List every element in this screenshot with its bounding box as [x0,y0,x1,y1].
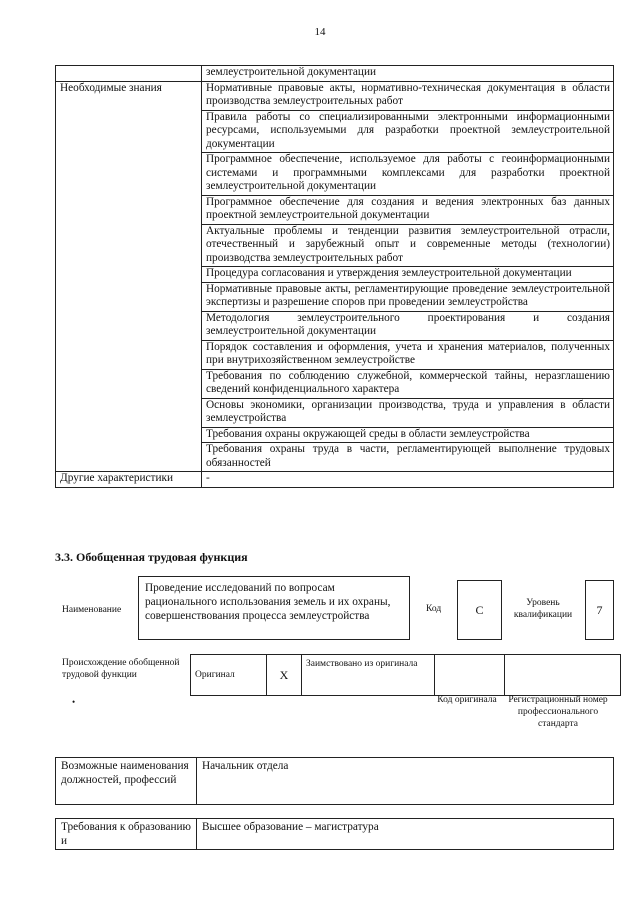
other-characteristics-label: Другие характеристики [56,472,202,488]
table-row [56,819,614,850]
table-row [191,655,621,696]
code-original-cell [435,655,505,696]
table-row [56,66,614,82]
positions-value: Начальник отдела [197,758,614,805]
knowledge-item: Нормативные правовые акты, регламентирующие проведение землеустроительной экспертизы и разрешение споров при проведении землеустройства [202,282,614,311]
knowledge-item: Методология землеустроительного проектирования и создания землеустроительной документации [202,311,614,340]
positions-label: Возможные наименования должностей, профессий [56,758,197,805]
original-mark: Х [267,655,302,696]
knowledge-item: Процедура согласования и утверждения землеустроительной документации [202,267,614,283]
knowledge-section-label: Необходимые знания [56,81,202,472]
knowledge-empty-cell [56,66,202,82]
table-row [56,81,614,110]
section-title: 3.3. Обобщенная трудовая функция [55,550,248,564]
education-table [55,818,614,850]
positions-table [55,757,614,805]
origin-label: Происхождение обобщенной трудовой функции [62,658,180,680]
knowledge-item: Основы экономики, организации производства, труда и управления в области землеустройства [202,398,614,427]
knowledge-continuation: землеустроительной документации [202,66,614,82]
other-characteristics-value: - [202,472,614,488]
knowledge-item: Требования по соблюдению служебной, коммерческой тайны, неразглашению сведений конфиденциального характера [202,369,614,398]
page-number: 14 [314,26,326,38]
table-row [56,758,614,805]
knowledge-item: Требования охраны окружающей среды в области землеустройства [202,427,614,443]
qualification-level-label: Уровень квалификации [513,598,573,620]
knowledge-item: Порядок составления и оформления, учета и хранения материалов, полученных при внутрихозяйственном землеустройстве [202,340,614,369]
qualification-level-value: 7 [585,580,614,640]
reg-number-cell [505,655,621,696]
stray-mark: • [72,697,76,707]
function-name-value: Проведение исследований по вопросам рационального использования земель и их охраны, совершенствования процесса землеустройства [138,576,410,640]
table-row [56,472,614,488]
education-value: Высшее образование – магистратура [197,819,614,850]
knowledge-item: Актуальные проблемы и тенденции развития землеустроительной отрасли, отечественный и зарубежный опыт и современные методы (технологии) производства землеустроительных работ [202,224,614,267]
code-value: С [457,580,502,640]
knowledge-table [55,65,614,488]
education-label: Требования к образованию и [56,819,197,850]
original-label: Оригинал [191,655,267,696]
name-label: Наименование [62,605,122,615]
knowledge-item: Программное обеспечение для создания и ведения электронных баз данных проектной землеустроительной документации [202,195,614,224]
knowledge-item: Правила работы со специализированными электронными информационными ресурсами, используемыми для разработки проектной землеустроительной документации [202,110,614,153]
reg-number-caption: Регистрационный номер профессионального стандарта [508,695,608,729]
origin-table [190,654,621,696]
knowledge-item: Нормативные правовые акты, нормативно-техническая документация в области производства землеустроительных работ [202,81,614,110]
borrowed-label: Заимствовано из оригинала [302,655,435,696]
code-original-caption: Код оригинала [437,695,497,705]
code-label: Код [426,604,442,614]
knowledge-item: Требования охраны труда в части, регламентирующей выполнение трудовых обязанностей [202,443,614,472]
knowledge-item: Программное обеспечение, используемое для работы с геоинформационными системами и программными комплексами для разработки проектной землеустроительной документации [202,153,614,196]
